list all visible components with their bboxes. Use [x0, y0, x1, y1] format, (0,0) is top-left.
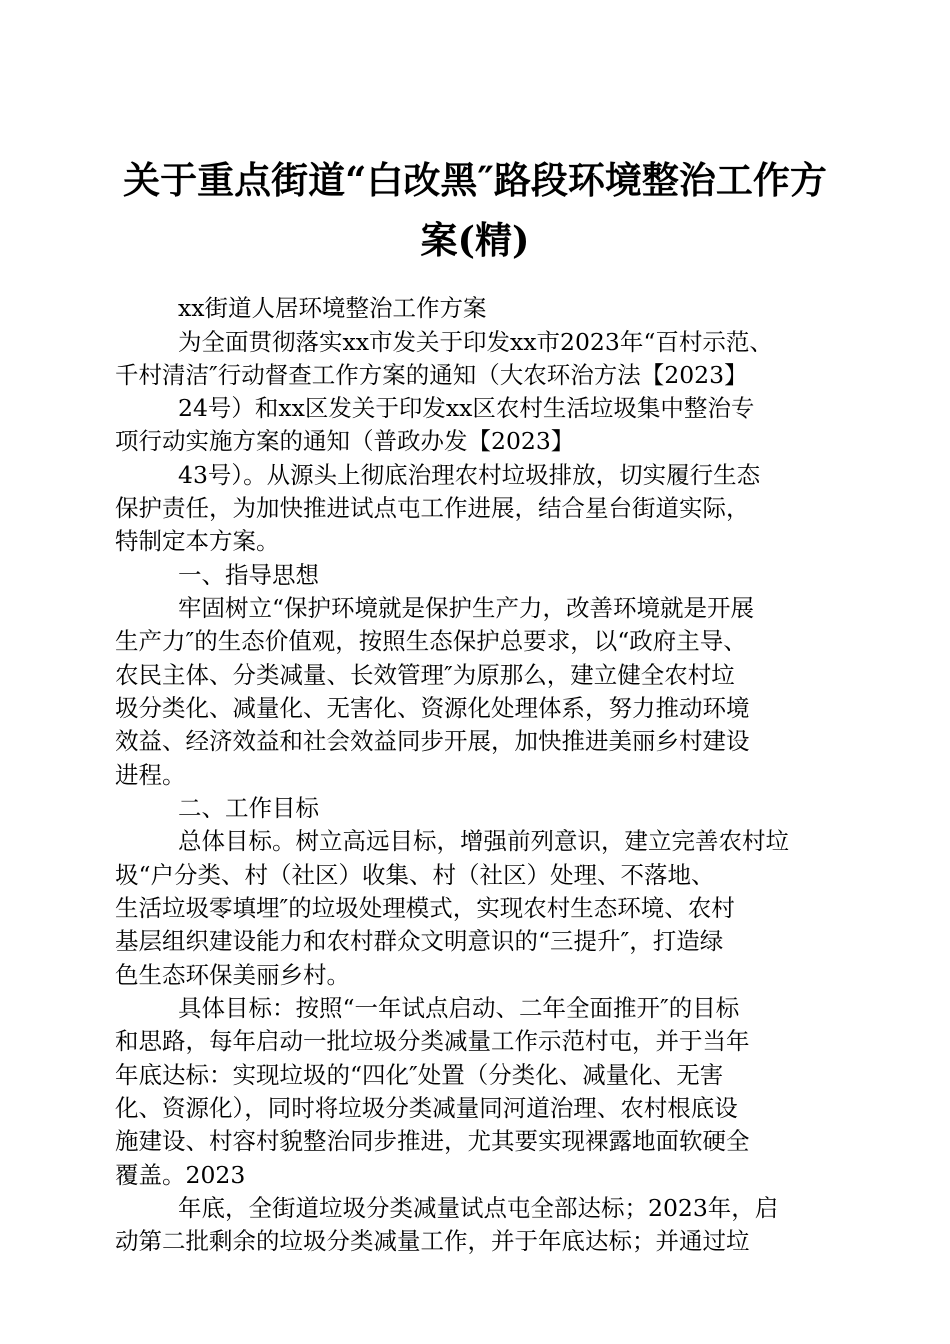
body-line: 总体目标。树立高远目标，增强前列意识，建立完善农村垃	[178, 827, 789, 855]
body-line: 圾“户分类、村（社区）收集、村（社区）处理、不落地、	[115, 861, 715, 889]
body-line: 生活垃圾零填埋″的垃圾处理模式，实现农村生态环境、农村	[115, 894, 735, 922]
body-line: 生产力″的生态价值观，按照生态保护总要求，以“政府主导、	[115, 627, 747, 655]
body-line: 年底达标：实现垃圾的“四化″处置（分类化、减量化、无害	[115, 1061, 724, 1089]
body-line: 覆盖。2023	[115, 1161, 246, 1189]
body-line: 特制定本方案。	[115, 527, 280, 555]
body-line: 化、资源化），同时将垃圾分类减量同河道治理、农村根底设	[115, 1094, 738, 1122]
body-line: 具体目标：按照“一年试点启动、二年全面推开″的目标	[178, 994, 740, 1022]
body-line: 千村清洁″行动督查工作方案的通知（大农环治方法【2023】	[115, 361, 748, 389]
body-line: 年底，全街道垃圾分类减量试点屯全部达标；2023年，启	[178, 1194, 779, 1222]
body-line: 基层组织建设能力和农村群众文明意识的“三提升″，打造绿	[115, 927, 724, 955]
body-line: 和思路，每年启动一批垃圾分类减量工作示范村屯，并于当年	[115, 1027, 750, 1055]
body-line: 24号）和xx区发关于印发xx区农村生活垃圾集中整治专	[178, 394, 755, 422]
body-line: 施建设、村容村貌整治同步推进，尤其要实现裸露地面软硬全	[115, 1127, 750, 1155]
body-line: 圾分类化、减量化、无害化、资源化处理体系，努力推动环境	[115, 694, 750, 722]
section-heading: 一、指导思想	[178, 561, 319, 589]
body-line: 农民主体、分类减量、长效管理″为原那么，建立健全农村垃	[115, 661, 735, 689]
section-heading: 二、工作目标	[178, 794, 319, 822]
body-line: 43号）。从源头上彻底治理农村垃圾排放，切实履行生态	[178, 461, 761, 489]
document-title-line-1: 关于重点街道“白改黑″路段环境整治工作方	[123, 158, 827, 202]
body-line: 动第二批剩余的垃圾分类减量工作，并于年底达标；并通过垃	[115, 1227, 750, 1255]
body-line: 为全面贯彻落实xx市发关于印发xx市2023年“百村示范、	[178, 328, 773, 356]
body-line: 色生态环保美丽乡村。	[115, 961, 350, 989]
body-line: 牢固树立“保护环境就是保护生产力，改善环境就是开展	[178, 594, 755, 622]
body-line: 项行动实施方案的通知（普政办发【2023】	[115, 427, 575, 455]
body-line: 保护责任，为加快推进试点屯工作进展，结合星台街道实际，	[115, 494, 750, 522]
body-line: 效益、经济效益和社会效益同步开展，加快推进美丽乡村建设	[115, 727, 750, 755]
body-line: 进程。	[115, 761, 186, 789]
document-title-line-2: 案(精)	[420, 218, 530, 262]
body-line: xx街道人居环境整治工作方案	[178, 294, 487, 322]
